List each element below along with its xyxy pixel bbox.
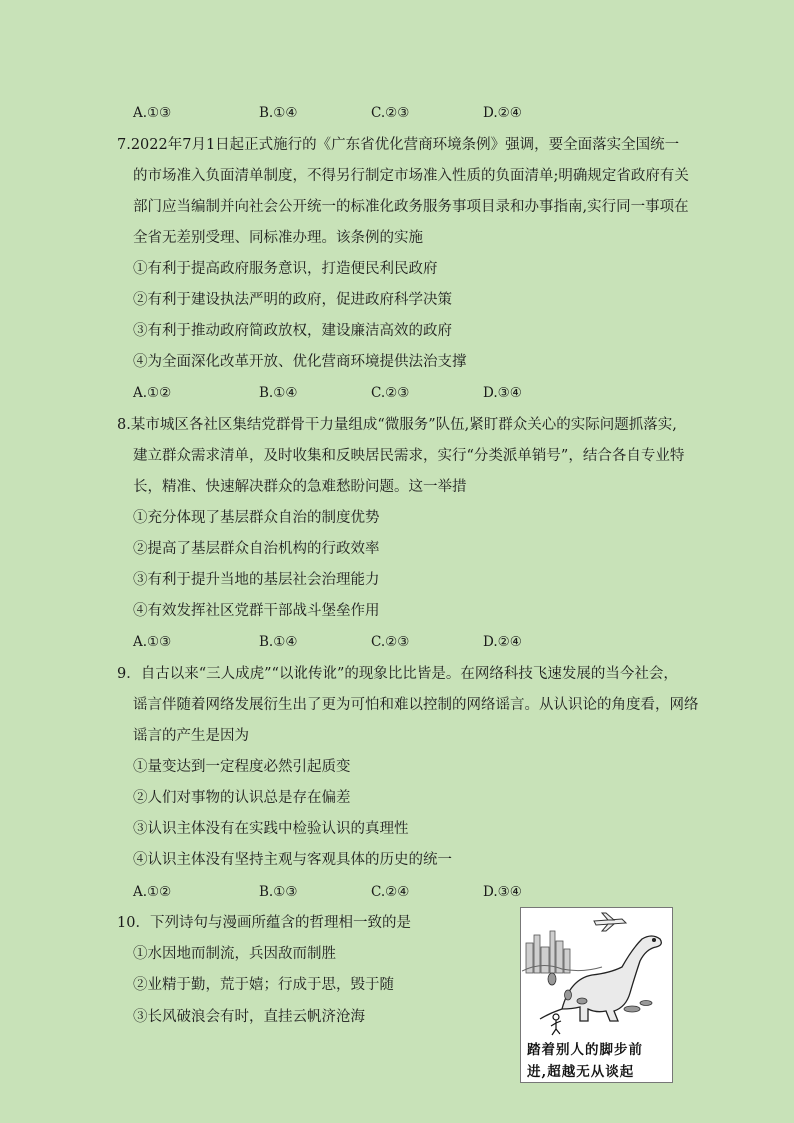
q8-option-a: A.①③ bbox=[133, 634, 172, 650]
q9-stem-line: 谣言的产生是因为 bbox=[133, 728, 249, 744]
q6-option-b: B.①④ bbox=[259, 105, 298, 121]
q9-item: ①量变达到一定程度必然引起质变 bbox=[133, 759, 351, 775]
q7-item: ①有利于提高政府服务意识，打造便民利民政府 bbox=[133, 261, 438, 277]
q7-item: ③有利于推动政府简政放权，建设廉洁高效的政府 bbox=[133, 323, 452, 339]
q7-stem-line: 部门应当编制并向社会公开统一的标准化政务服务事项目录和办事指南,实行同一事项在 bbox=[133, 199, 689, 215]
q9-option-c: C.②④ bbox=[371, 884, 410, 900]
q8-item: ②提高了基层群众自治机构的行政效率 bbox=[133, 541, 380, 557]
dinosaur-cartoon-drawing bbox=[522, 909, 671, 1037]
q9-option-d: D.③④ bbox=[483, 884, 522, 900]
q9-item: ②人们对事物的认识总是存在偏差 bbox=[133, 790, 351, 806]
q8-option-d: D.②④ bbox=[483, 634, 522, 650]
q8-option-b: B.①④ bbox=[259, 634, 298, 650]
q6-option-d: D.②④ bbox=[483, 105, 522, 121]
cartoon-caption-line: 进,超越无从谈起 bbox=[527, 1064, 635, 1080]
q9-stem-line: 9．自古以来“三人成虎”“以讹传讹”的现象比比皆是。在网络科技飞速发展的当今社会， bbox=[117, 666, 678, 682]
person-figure bbox=[551, 1014, 561, 1035]
cartoon-caption-line: 踏着别人的脚步前 bbox=[527, 1042, 643, 1058]
q7-option-b: B.①④ bbox=[259, 385, 298, 401]
q10-item: ②业精于勤，荒于嬉；行成于思，毁于随 bbox=[133, 977, 394, 993]
cartoon-illustration bbox=[520, 907, 673, 1083]
q6-option-a: A.①③ bbox=[133, 105, 172, 121]
q8-stem-line: 长，精准、快速解决群众的急难愁盼问题。这一举措 bbox=[133, 479, 467, 495]
q7-option-c: C.②③ bbox=[371, 385, 410, 401]
q6-option-c: C.②③ bbox=[371, 105, 410, 121]
q8-stem-line: 建立群众需求清单，及时收集和反映居民需求，实行“分类派单销号”，结合各自专业特 bbox=[133, 448, 685, 464]
q10-item: ③长风破浪会有时，直挂云帆济沧海 bbox=[133, 1009, 365, 1025]
q9-option-a: A.①② bbox=[133, 884, 172, 900]
airplane-icon bbox=[594, 913, 626, 931]
q8-item: ④有效发挥社区党群干部战斗堡垒作用 bbox=[133, 603, 380, 619]
dinosaur-figure bbox=[562, 936, 661, 1021]
q8-stem-line: 8.某市城区各社区集结党群骨干力量组成“微服务”队伍,紧盯群众关心的实际问题抓落实, bbox=[117, 417, 677, 433]
q9-item: ④认识主体没有坚持主观与客观具体的历史的统一 bbox=[133, 852, 452, 868]
q8-item: ①充分体现了基层群众自治的制度优势 bbox=[133, 510, 380, 526]
q7-stem-line: 7.2022年7月1日起正式施行的《广东省优化营商环境条例》强调，要全面落实全国统一 bbox=[117, 137, 680, 153]
q7-stem-line: 全省无差别受理、同标准办理。该条例的实施 bbox=[133, 230, 423, 246]
q10-stem-line: 10．下列诗句与漫画所蕴含的哲理相一致的是 bbox=[117, 915, 411, 931]
q10-item: ①水因地而制流，兵因敌而制胜 bbox=[133, 946, 336, 962]
q9-option-b: B.①③ bbox=[259, 884, 298, 900]
q9-stem-line: 谣言伴随着网络发展衍生出了更为可怕和难以控制的网络谣言。从认识论的角度看，网络 bbox=[133, 697, 699, 713]
q7-option-a: A.①② bbox=[133, 385, 172, 401]
q7-option-d: D.③④ bbox=[483, 385, 522, 401]
q7-stem-line: 的市场准入负面清单制度，不得另行制定市场准入性质的负面清单;明确规定省政府有关 bbox=[133, 168, 689, 184]
q8-option-c: C.②③ bbox=[371, 634, 410, 650]
q7-item: ②有利于建设执法严明的政府，促进政府科学决策 bbox=[133, 292, 452, 308]
q8-item: ③有利于提升当地的基层社会治理能力 bbox=[133, 572, 380, 588]
q7-item: ④为全面深化改革开放、优化营商环境提供法治支撑 bbox=[133, 354, 467, 370]
q9-item: ③认识主体没有在实践中检验认识的真理性 bbox=[133, 821, 409, 837]
